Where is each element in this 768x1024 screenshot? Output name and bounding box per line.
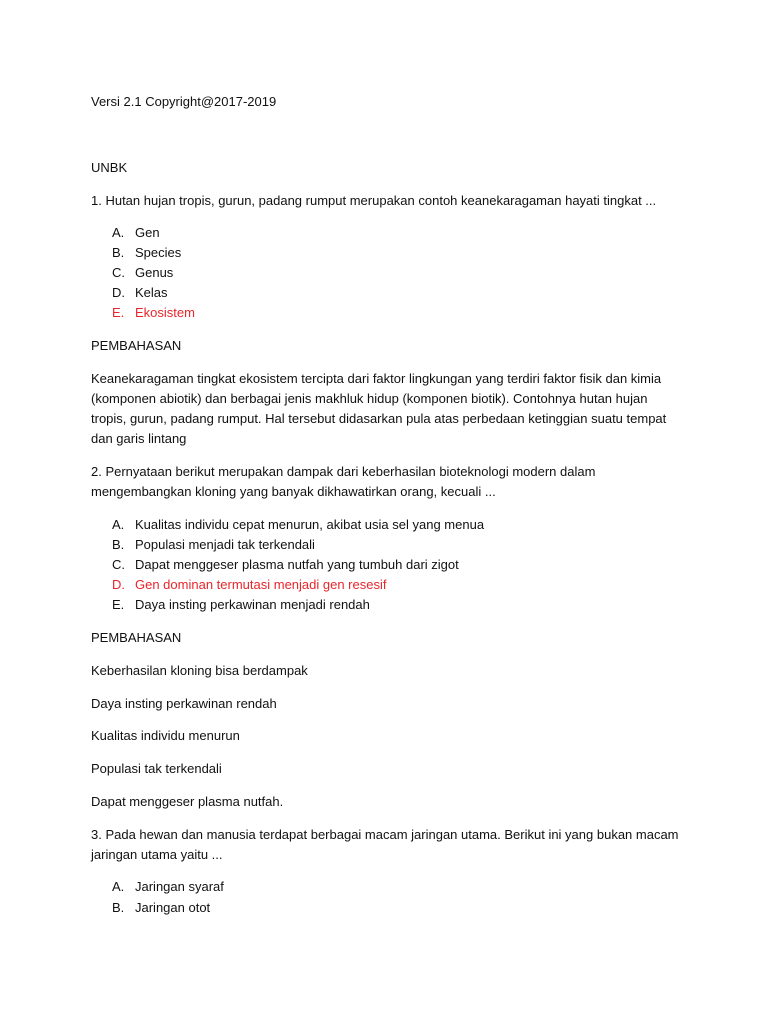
option-text: Daya insting perkawinan menjadi rendah xyxy=(135,597,370,612)
version-line: Versi 2.1 Copyright@2017-2019 xyxy=(91,94,277,109)
option-text: Populasi menjadi tak terkendali xyxy=(135,537,315,552)
option-text: Genus xyxy=(135,265,174,280)
q1-discussion-heading: PEMBAHASAN xyxy=(91,338,182,353)
option-letter: A. xyxy=(112,879,125,894)
option-letter: B. xyxy=(112,245,125,260)
q1-option-e-correct xyxy=(112,303,195,323)
q2-option-a xyxy=(112,515,484,535)
option-letter: C. xyxy=(112,557,125,572)
option-letter: C. xyxy=(112,265,125,280)
q2-discussion-line: Keberhasilan kloning bisa berdampak xyxy=(91,663,308,678)
q1-option-a xyxy=(112,223,160,243)
question-2: 2. Pernyataan berikut merupakan dampak dari keberhasilan bioteknologi modern dalam mengembangkan kloning yang banyak dikhawatirkan orang, kecuali ... xyxy=(91,464,596,499)
exam-label: UNBK xyxy=(91,160,128,175)
option-text: Kelas xyxy=(135,285,168,300)
option-text: Species xyxy=(135,245,182,260)
question-1: 1. Hutan hujan tropis, gurun, padang rumput merupakan contoh keanekaragaman hayati tingkat ... xyxy=(91,193,657,208)
q2-discussion-line: Kualitas individu menurun xyxy=(91,728,240,743)
option-letter: A. xyxy=(112,517,125,532)
q2-discussion-line: Daya insting perkawinan rendah xyxy=(91,696,277,711)
q2-option-d-correct xyxy=(112,575,386,595)
q1-option-b xyxy=(112,243,181,263)
q2-discussion-heading: PEMBAHASAN xyxy=(91,630,182,645)
q2-discussion-line: Populasi tak terkendali xyxy=(91,761,222,776)
option-text: Ekosistem xyxy=(135,305,195,320)
option-text: Dapat menggeser plasma nutfah yang tumbuh dari zigot xyxy=(135,557,459,572)
q2-option-e xyxy=(112,595,370,615)
q3-option-a xyxy=(112,877,224,897)
option-letter: E. xyxy=(112,597,125,612)
option-letter: B. xyxy=(112,537,125,552)
option-text: Jaringan syaraf xyxy=(135,879,224,894)
option-letter: A. xyxy=(112,225,125,240)
option-text: Gen xyxy=(135,225,160,240)
q2-option-c xyxy=(112,555,459,575)
option-text: Jaringan otot xyxy=(135,900,211,915)
q1-option-c xyxy=(112,263,173,283)
q3-option-b xyxy=(112,898,210,918)
q1-discussion-text: Keanekaragaman tingkat ekosistem tercipta dari faktor lingkungan yang terdiri faktor fisik dan kimia (komponen abiotik) dan berbagai jenis makhluk hidup (komponen biotik). Contohnya hutan hujan tropis, gurun, padang rumput. Hal tersebut didasarkan pula atas perbedaan ketinggian suatu tempat dan garis lintang xyxy=(91,371,667,446)
option-text: Kualitas individu cepat menurun, akibat usia sel yang menua xyxy=(135,517,485,532)
question-3: 3. Pada hewan dan manusia terdapat berbagai macam jaringan utama. Berikut ini yang bukan macam jaringan utama yaitu ... xyxy=(91,827,679,862)
option-letter: E. xyxy=(112,305,125,320)
option-letter: D. xyxy=(112,577,125,592)
option-letter: B. xyxy=(112,900,125,915)
q2-option-b xyxy=(112,535,315,555)
q2-discussion-line: Dapat menggeser plasma nutfah. xyxy=(91,794,284,809)
q1-option-d xyxy=(112,283,168,303)
option-letter: D. xyxy=(112,285,125,300)
option-text: Gen dominan termutasi menjadi gen resesif xyxy=(135,577,387,592)
